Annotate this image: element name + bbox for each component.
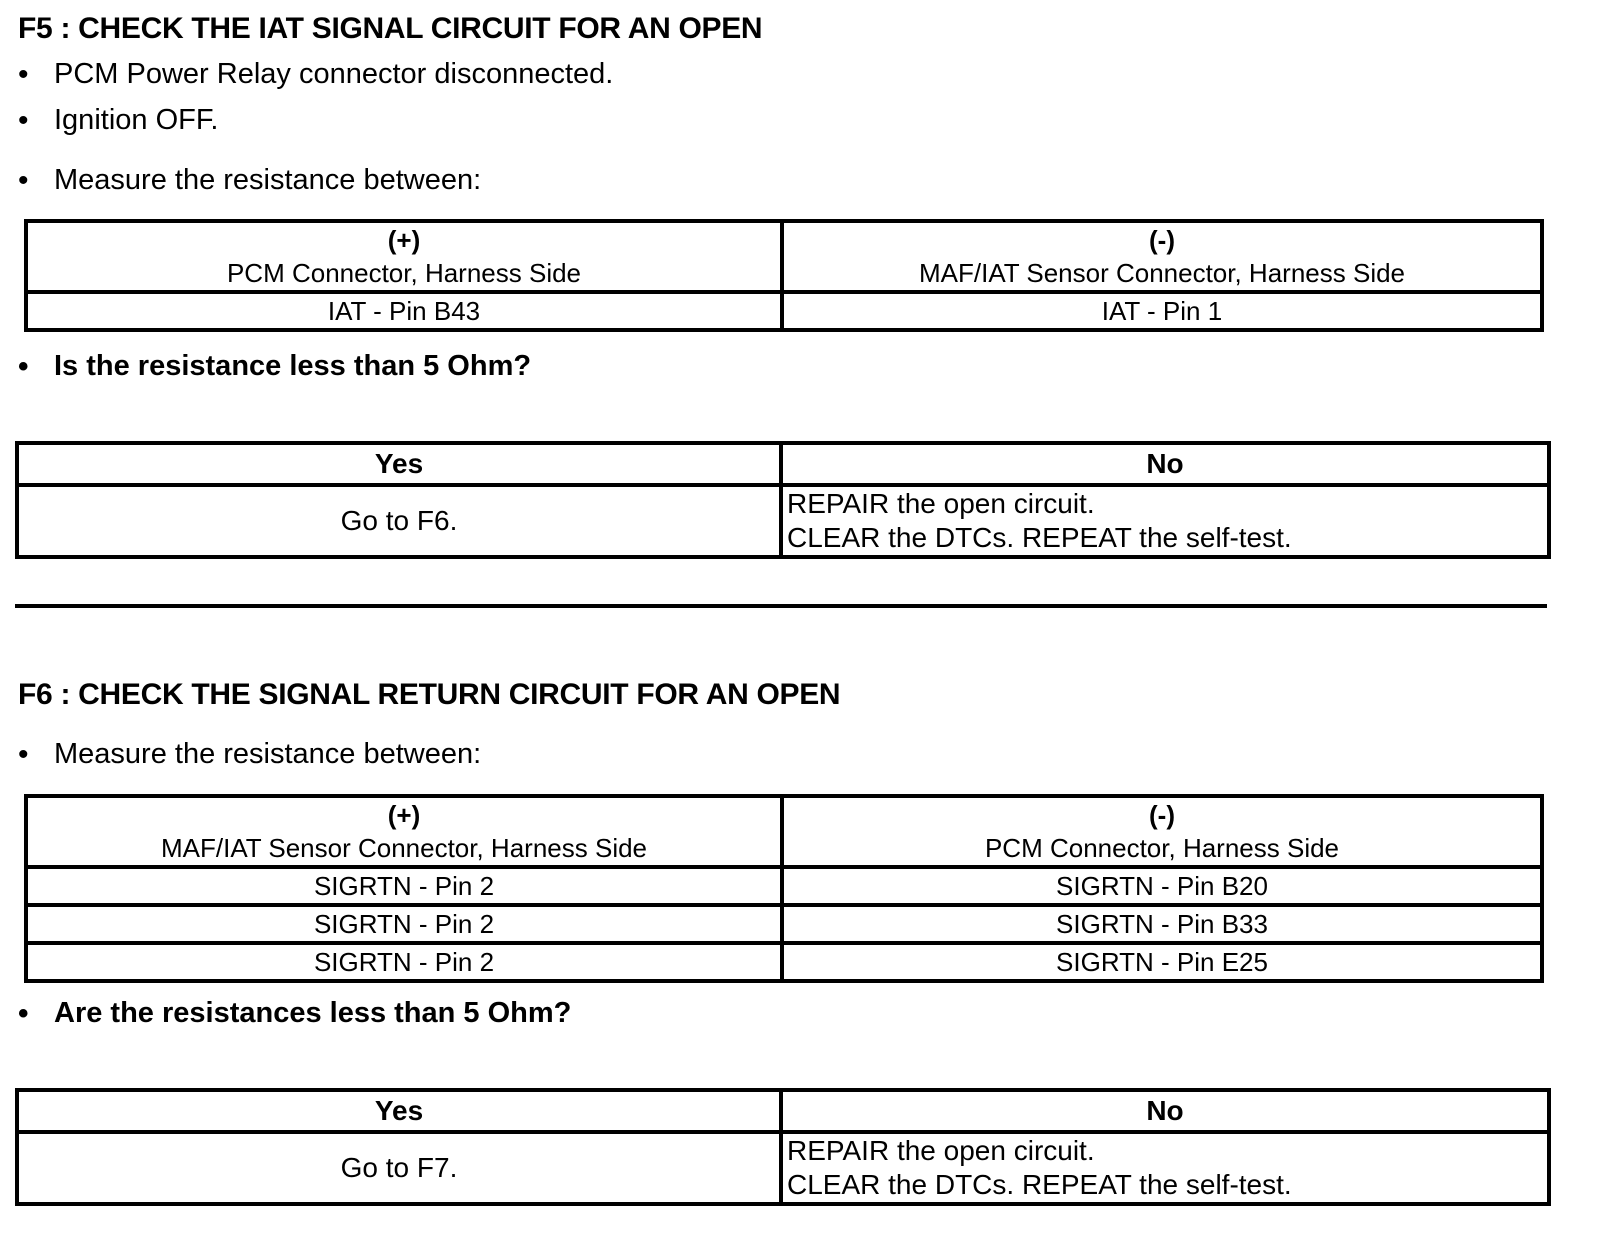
section-divider xyxy=(15,604,1547,608)
plus-label: PCM Connector, Harness Side xyxy=(226,257,582,288)
f5-measurement-table xyxy=(24,219,1544,332)
plus-sign: (+) xyxy=(387,799,421,830)
minus-label: PCM Connector, Harness Side xyxy=(984,832,1340,863)
plus-cell: IAT - Pin B43 xyxy=(26,292,782,330)
f6-measurement-table xyxy=(24,794,1544,983)
bullet-icon: • xyxy=(18,738,29,771)
minus-label: MAF/IAT Sensor Connector, Harness Side xyxy=(918,257,1406,288)
yes-action: Go to F6. xyxy=(17,485,781,557)
table-row xyxy=(17,485,1549,557)
yes-action: Go to F7. xyxy=(17,1132,781,1204)
f5-title: F5 : CHECK THE IAT SIGNAL CIRCUIT FOR AN OPEN xyxy=(18,12,763,45)
yes-header: Yes xyxy=(17,1090,781,1132)
minus-cell: SIGRTN - Pin E25 xyxy=(782,943,1542,981)
f6-question xyxy=(18,997,918,1033)
yes-header: Yes xyxy=(17,443,781,485)
plus-cell: SIGRTN - Pin 2 xyxy=(26,905,782,943)
plus-header xyxy=(26,796,782,867)
table-header-row xyxy=(17,443,1549,485)
f5-result-table xyxy=(15,441,1551,559)
f6-title: F6 : CHECK THE SIGNAL RETURN CIRCUIT FOR AN OPEN xyxy=(18,678,841,711)
step-text: Measure the resistance between: xyxy=(54,738,482,770)
bullet-icon: • xyxy=(18,104,29,137)
f6-step-measure xyxy=(18,738,918,774)
minus-sign: (-) xyxy=(1149,224,1175,255)
table-header-row xyxy=(26,796,1542,867)
bullet-icon: • xyxy=(18,350,29,383)
table-row xyxy=(26,292,1542,330)
question-text: Is the resistance less than 5 Ohm? xyxy=(54,350,532,382)
table-row xyxy=(26,905,1542,943)
f5-step-measure xyxy=(18,164,918,200)
plus-header xyxy=(26,221,782,292)
step-text: PCM Power Relay connector disconnected. xyxy=(54,58,614,90)
step-text: Measure the resistance between: xyxy=(54,164,482,196)
table-row xyxy=(26,943,1542,981)
f5-step-relay xyxy=(18,58,918,94)
minus-cell: SIGRTN - Pin B33 xyxy=(782,905,1542,943)
plus-cell: SIGRTN - Pin 2 xyxy=(26,867,782,905)
bullet-icon: • xyxy=(18,164,29,197)
no-action xyxy=(781,1132,1549,1204)
plus-sign: (+) xyxy=(387,224,421,255)
table-header-row xyxy=(26,221,1542,292)
no-action-line-1: REPAIR the open circuit. xyxy=(787,488,1095,519)
minus-cell: SIGRTN - Pin B20 xyxy=(782,867,1542,905)
minus-sign: (-) xyxy=(1149,799,1175,830)
minus-header xyxy=(782,221,1542,292)
no-header: No xyxy=(781,1090,1549,1132)
bullet-icon: • xyxy=(18,58,29,91)
no-action-line-1: REPAIR the open circuit. xyxy=(787,1135,1095,1166)
plus-cell: SIGRTN - Pin 2 xyxy=(26,943,782,981)
plus-label: MAF/IAT Sensor Connector, Harness Side xyxy=(160,832,648,863)
no-action-line-2: CLEAR the DTCs. REPEAT the self-test. xyxy=(787,1169,1292,1200)
table-row xyxy=(26,867,1542,905)
f5-question xyxy=(18,350,918,386)
table-row xyxy=(17,1132,1549,1204)
table-header-row xyxy=(17,1090,1549,1132)
f5-step-ignition xyxy=(18,104,918,140)
minus-header xyxy=(782,796,1542,867)
no-action-line-2: CLEAR the DTCs. REPEAT the self-test. xyxy=(787,522,1292,553)
bullet-icon: • xyxy=(18,997,29,1030)
no-action xyxy=(781,485,1549,557)
question-text: Are the resistances less than 5 Ohm? xyxy=(54,997,572,1029)
f6-result-table xyxy=(15,1088,1551,1206)
step-text: Ignition OFF. xyxy=(54,104,219,136)
minus-cell: IAT - Pin 1 xyxy=(782,292,1542,330)
no-header: No xyxy=(781,443,1549,485)
